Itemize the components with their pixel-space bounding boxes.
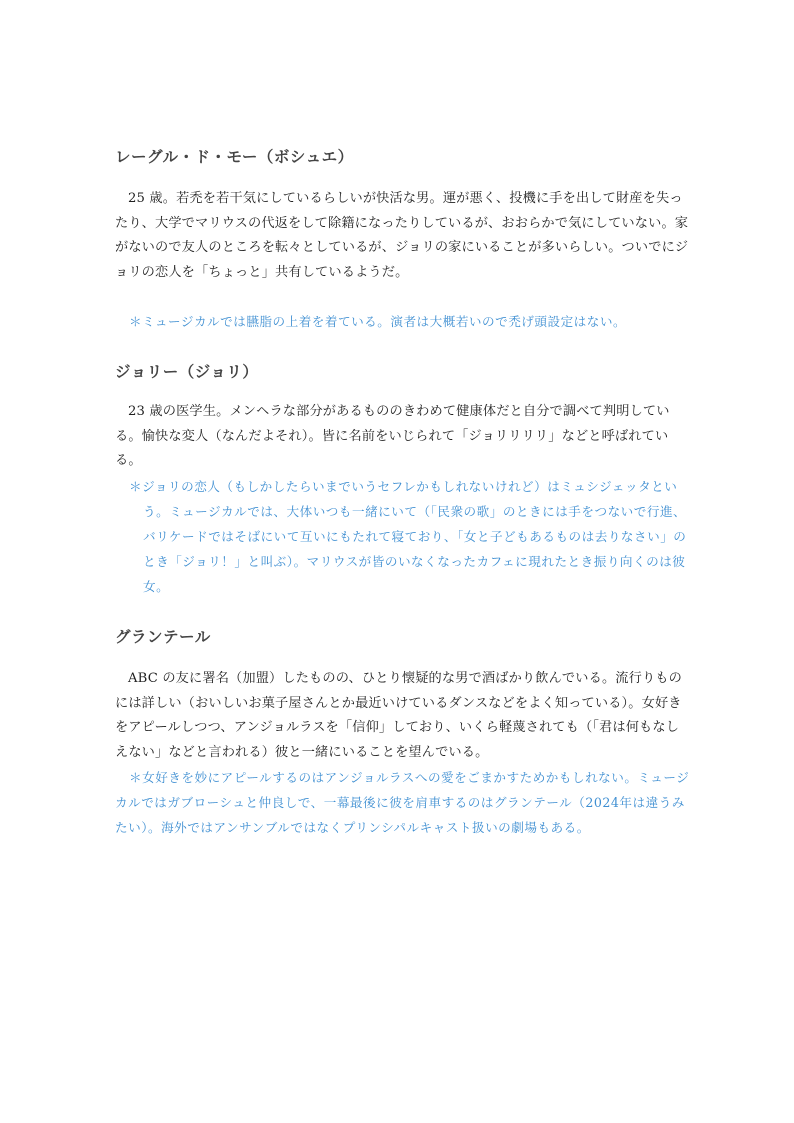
section-joly xyxy=(115,362,690,599)
section-body: 23 歳の医学生。メンヘラな部分があるもののきわめて健康体だと自分で調べて判明している。愉快な変人（なんだよそれ）。皆に名前をいじられて「ジョリリリリ」などと呼ばれている。 xyxy=(115,404,670,469)
section-body: 25 歳。若禿を若干気にしているらしいが快活な男。運が悪く、投機に手を出して財産を失ったり、大学でマリウスの代返をして除籍になったりしているが、おおらかで気にしていない。家がないので友人のところを転々としているが、ジョリの家にいることが多いらしい。ついでにジョリの恋人を「ちょっと」共有しているようだ。 xyxy=(115,191,689,280)
section-note: ＊女好きを妙にアピールするのはアンジョルラスへの愛をごまかすためかもしれない。ミュージカルではガブローシュと仲良しで、一幕最後に彼を肩車するのはグランテール（2024年は違うみたい）。海外ではアンサンブルではなくプリンシパルキャスト扱いの劇場もある。 xyxy=(115,770,690,836)
section-bossuet xyxy=(115,147,690,334)
section-grantaire xyxy=(115,627,690,840)
section-heading: ジョリー（ジョリ） xyxy=(115,362,259,381)
section-note: ＊ミュージカルでは臙脂の上着を着ている。演者は大概若いので禿げ頭設定はない。 xyxy=(129,314,627,330)
section-heading: グランテール xyxy=(115,627,211,646)
section-heading: レーグル・ド・モー（ボシュエ） xyxy=(115,147,354,166)
section-note: ＊ジョリの恋人（もしかしたらいまでいうセフレかもしれないけれど）はミュシジェッタという。ミュージカルでは、大体いつも一緒にいて（「民衆の歌」のときには手をつないで行進、バリケードではそばにいて互いにもたれて寝ており、「女と子どもあるものは去りなさい」のとき「ジョリ！」と叫ぶ）。マリウスが皆のいなくなったカフェに現れたとき振り向くのは彼女。 xyxy=(129,478,687,594)
section-body: ABC の友に署名（加盟）したものの、ひとり懐疑的な男で酒ばかり飲んでいる。流行りものには詳しい（おいしいお菓子屋さんとか最近いけているダンスなどをよく知っている）。女好きをアピールしつつ、アンジョルラスを「信仰」しており、いくら軽蔑されても（「君は何もなしえない」などと言われる）彼と一緒にいることを望んでいる。 xyxy=(115,671,682,760)
